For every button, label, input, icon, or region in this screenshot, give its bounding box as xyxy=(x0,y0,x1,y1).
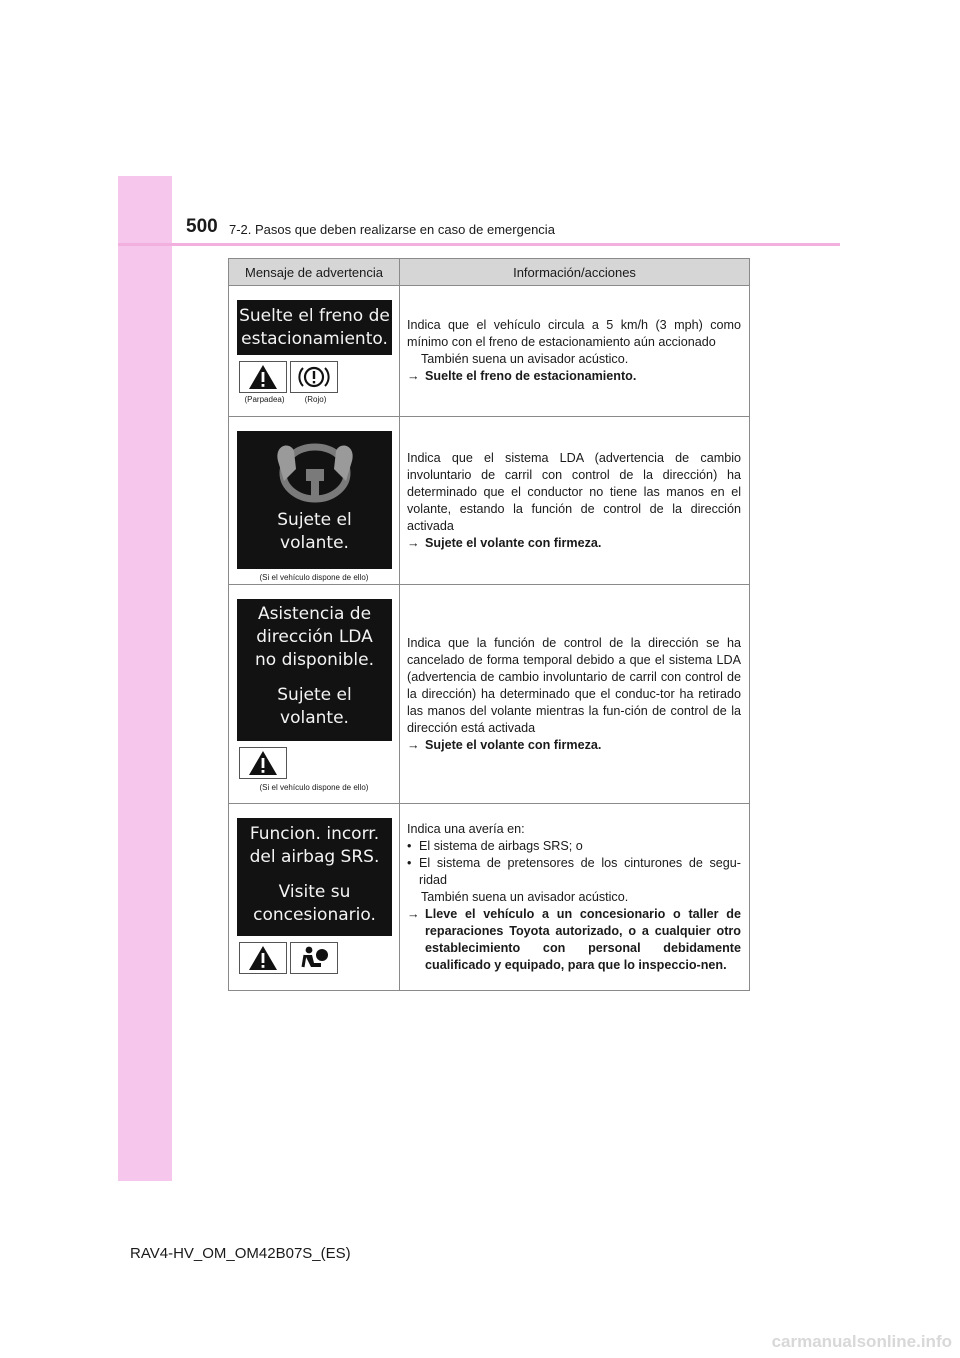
warning-message-cell xyxy=(229,286,400,417)
screen-line: concesionario. xyxy=(253,905,376,925)
warning-triangle-icon xyxy=(239,361,287,393)
info-cell xyxy=(400,804,750,991)
info-text: Indica que el sistema LDA (advertencia de cambio involuntario de carril con control de la dirección) ha determinado que el conductor no tiene las manos en el volante, estando la función de control de la dirección activada xyxy=(407,450,741,533)
warning-message-cell xyxy=(229,585,400,804)
screen-line: Suelte el freno de xyxy=(239,306,390,326)
action-text: Lleve el vehículo a un concesionario o taller de reparaciones Toyota autorizado, o a cualquier otro establecimiento con personal debidamente cualificado y equipado, para que lo inspeccio-nen. xyxy=(425,906,741,972)
arrow-icon: → xyxy=(407,737,420,752)
screen-line: Visite su xyxy=(278,882,351,902)
screen-line: del airbag SRS. xyxy=(249,847,380,867)
equipment-caption: (Si el vehículo dispone de ello) xyxy=(259,573,369,582)
screen-line: no disponible. xyxy=(254,650,375,670)
chapter-title: 7-2. Pasos que deben realizarse en caso de emergencia xyxy=(229,222,555,237)
screen-line: Sujete el xyxy=(277,510,352,530)
warning-message-cell xyxy=(229,417,400,585)
icon-caption-blinking: (Parpadea) xyxy=(244,395,285,404)
chapter-sidebar-tab xyxy=(118,176,172,1181)
display-screen xyxy=(237,431,392,569)
screen-line: volante. xyxy=(280,533,349,553)
table-row xyxy=(229,804,750,991)
info-text: Indica que la función de control de la dirección se ha cancelado de forma temporal debido a que el sistema LDA (advertencia de cambio involuntario de carril con control de la dirección) ha determinado que el conduc-tor ha retirado las manos del volante mientras la fun-ción de control de la dirección está activada xyxy=(407,635,741,735)
arrow-icon: → xyxy=(407,906,420,921)
screen-line: Sujete el xyxy=(277,685,352,705)
page-number: 500 xyxy=(186,216,218,237)
airbag-warning-icon xyxy=(290,942,338,974)
screen-line: Funcion. incorr. xyxy=(249,824,380,844)
screen-line: estacionamiento. xyxy=(241,329,388,349)
table-row xyxy=(229,286,750,417)
column-header-info: Información/acciones xyxy=(400,259,750,286)
icon-caption-red: (Rojo) xyxy=(304,395,327,404)
warning-table xyxy=(228,258,750,991)
table-row xyxy=(229,585,750,804)
display-screen xyxy=(237,300,392,355)
document-code: RAV4-HV_OM_OM42B07S_(ES) xyxy=(130,1245,351,1262)
info-text: Indica una avería en: xyxy=(407,821,525,836)
screen-line: Asistencia de xyxy=(257,604,372,624)
display-screen xyxy=(237,599,392,741)
info-cell xyxy=(400,286,750,417)
info-cell xyxy=(400,417,750,585)
steering-wheel-hands-icon xyxy=(270,439,360,505)
header-rule xyxy=(118,243,840,246)
action-line xyxy=(407,535,741,552)
list-item: • El sistema de pretensores de los cinturones de segu-ridad xyxy=(407,855,741,887)
action-line xyxy=(407,906,741,974)
watermark: carmanualsonline.info xyxy=(771,1332,952,1351)
warning-triangle-icon xyxy=(239,942,287,974)
action-text: Sujete el volante con firmeza. xyxy=(425,737,602,752)
info-text-secondary: También suena un avisador acústico. xyxy=(421,352,629,366)
info-text: Indica que el vehículo circula a 5 km/h (3 mph) como mínimo con el freno de estacionamiento aún accionado xyxy=(407,318,741,349)
action-line xyxy=(407,737,741,754)
list-item: • El sistema de airbags SRS; o xyxy=(407,838,583,853)
equipment-caption: (Si el vehículo dispone de ello) xyxy=(259,783,369,792)
table-row xyxy=(229,417,750,585)
display-screen xyxy=(237,818,392,936)
action-line xyxy=(407,368,741,385)
action-text: Sujete el volante con firmeza. xyxy=(425,535,602,550)
screen-line: dirección LDA xyxy=(256,627,373,647)
column-header-warning: Mensaje de advertencia xyxy=(229,259,400,286)
info-cell xyxy=(400,585,750,804)
action-text: Suelte el freno de estacionamiento. xyxy=(425,369,637,383)
warning-message-cell xyxy=(229,804,400,991)
arrow-icon: → xyxy=(407,535,420,550)
screen-line: volante. xyxy=(280,708,349,728)
brake-warning-icon xyxy=(290,361,338,393)
info-text-secondary: También suena un avisador acústico. xyxy=(421,889,629,904)
warning-triangle-icon xyxy=(239,747,287,779)
arrow-icon: → xyxy=(407,369,420,383)
